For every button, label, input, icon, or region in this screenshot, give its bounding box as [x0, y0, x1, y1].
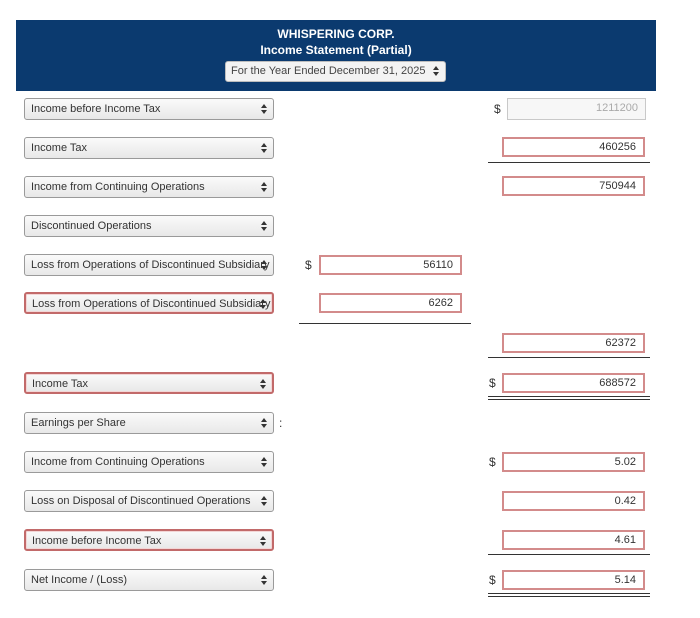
row-label-select[interactable] [24, 137, 274, 159]
row-label-select[interactable] [24, 176, 274, 198]
row-label-text: Discontinued Operations [31, 220, 152, 232]
row-label-text: Income Tax [31, 142, 88, 154]
select-arrows-icon [261, 418, 267, 428]
amount-input[interactable]: 6262 [319, 293, 462, 313]
amount-input[interactable]: 1211200 [507, 98, 646, 120]
row-label-select[interactable] [24, 254, 274, 276]
statement-title: Income Statement (Partial) [260, 43, 412, 57]
dollar-sign: $ [305, 258, 312, 272]
row-label-select[interactable] [24, 529, 274, 551]
row-label-select[interactable] [24, 412, 274, 434]
company-name: WHISPERING CORP. [277, 27, 395, 41]
dollar-sign: $ [489, 573, 496, 587]
amount-input[interactable]: 750944 [502, 176, 645, 196]
amount-input[interactable]: 688572 [502, 373, 645, 393]
underline [488, 162, 650, 163]
double-underline-bottom [488, 399, 650, 400]
select-arrows-icon [261, 260, 267, 270]
select-arrows-icon [260, 536, 266, 546]
amount-input[interactable]: 460256 [502, 137, 645, 157]
row-label-text: Income before Income Tax [31, 103, 161, 115]
period-select-value: For the Year Ended December 31, 2025 [231, 65, 426, 77]
row-label-text: Loss from Operations of Discontinued Subsidiary [31, 259, 270, 271]
double-underline-bottom [488, 596, 650, 597]
row-label-text: Net Income / (Loss) [31, 574, 127, 586]
dollar-sign: $ [494, 102, 501, 116]
row-label-text: Income from Continuing Operations [31, 456, 205, 468]
row-label-select[interactable] [24, 451, 274, 473]
underline [299, 323, 471, 324]
select-arrows-icon [261, 496, 267, 506]
row-label-select[interactable] [24, 98, 274, 120]
select-arrows-icon [260, 379, 266, 389]
row-label-text: Income from Continuing Operations [31, 181, 205, 193]
select-arrows-icon [433, 66, 439, 76]
row-label-select[interactable] [24, 215, 274, 237]
select-arrows-icon [261, 104, 267, 114]
amount-input[interactable]: 5.14 [502, 570, 645, 590]
dollar-sign: $ [489, 455, 496, 469]
row-label-select[interactable] [24, 490, 274, 512]
period-select[interactable] [225, 61, 446, 82]
amount-input[interactable]: 56110 [319, 255, 462, 275]
underline [488, 357, 650, 358]
row-label-select[interactable] [24, 292, 274, 314]
row-label-text: Loss on Disposal of Discontinued Operations [31, 495, 251, 507]
row-label-select[interactable] [24, 569, 274, 591]
row-label-text: Income Tax [32, 378, 89, 390]
amount-input[interactable]: 4.61 [502, 530, 645, 550]
double-underline-top [488, 593, 650, 594]
row-label-text: Income before Income Tax [32, 535, 162, 547]
select-arrows-icon [261, 143, 267, 153]
amount-input[interactable]: 5.02 [502, 452, 645, 472]
double-underline-top [488, 396, 650, 397]
select-arrows-icon [260, 299, 266, 309]
select-arrows-icon [261, 575, 267, 585]
underline [488, 554, 650, 555]
subtotal-input[interactable]: 62372 [502, 333, 645, 353]
select-arrows-icon [261, 182, 267, 192]
row-label-text: Earnings per Share [31, 417, 126, 429]
row-label-select[interactable] [24, 372, 274, 394]
amount-input[interactable]: 0.42 [502, 491, 645, 511]
dollar-sign: $ [489, 376, 496, 390]
row-label-text: Loss from Operations of Discontinued Subsidiary [32, 298, 271, 310]
select-arrows-icon [261, 457, 267, 467]
select-arrows-icon [261, 221, 267, 231]
colon: : [279, 416, 283, 430]
